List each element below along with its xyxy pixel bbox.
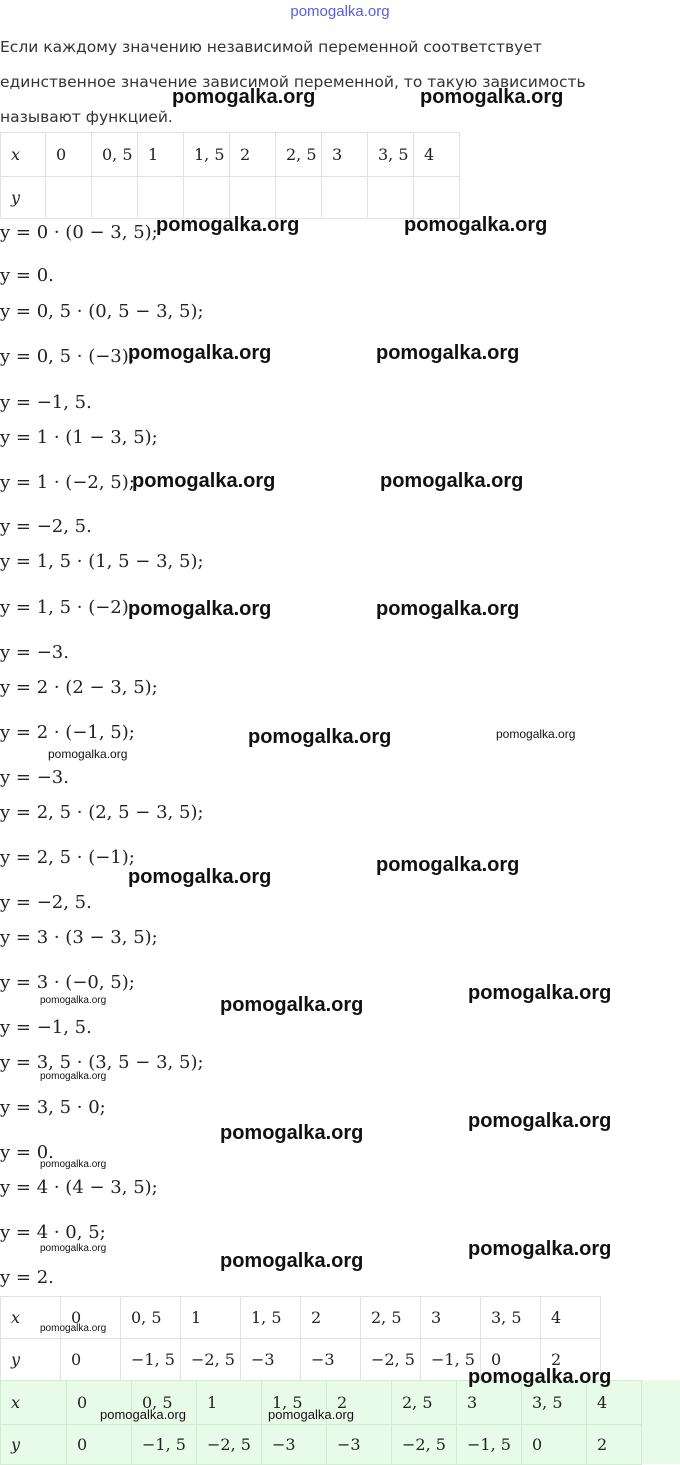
equation-line: y = 3 · (−0, 5);	[0, 972, 135, 993]
x-cell: 3, 5	[368, 133, 414, 177]
equation-line: y = −3.	[0, 642, 69, 663]
y-cell: −3	[301, 1339, 361, 1381]
definition-text	[0, 30, 660, 135]
x-header-cell: x	[1, 1381, 67, 1425]
y-cell	[414, 177, 460, 219]
watermark: pomogalka.org	[128, 866, 272, 888]
x-cell: 2	[230, 133, 276, 177]
x-cell: 4	[587, 1381, 642, 1425]
watermark: pomogalka.org	[40, 1159, 107, 1170]
equation-line: y = 3, 5 · 0;	[0, 1097, 106, 1118]
x-cell: 2, 5	[361, 1297, 421, 1339]
answer-table	[0, 1380, 642, 1465]
x-cell: 0	[61, 1297, 121, 1339]
y-cell: 0	[61, 1339, 121, 1381]
y-cell: 2	[587, 1425, 642, 1465]
y-cell	[92, 177, 138, 219]
x-header-cell: x	[1, 1297, 61, 1339]
watermark: pomogalka.org	[468, 1366, 612, 1388]
x-cell: 1	[181, 1297, 241, 1339]
x-cell: 3	[421, 1297, 481, 1339]
equation-line: y = 1, 5 · (−2);	[0, 597, 135, 618]
watermark: pomogalka.org	[128, 342, 272, 364]
y-cell: −3	[262, 1425, 327, 1465]
equation-line: y = 2 · (2 − 3, 5);	[0, 677, 158, 698]
watermark: pomogalka.org	[40, 1243, 107, 1254]
value-table-empty	[0, 132, 460, 219]
x-cell: 4	[414, 133, 460, 177]
x-cell: 4	[541, 1297, 601, 1339]
x-cell: 1, 5	[184, 133, 230, 177]
table-row-x	[1, 133, 460, 177]
watermark: pomogalka.org	[376, 854, 520, 876]
equation-line: y = 4 · (4 − 3, 5);	[0, 1177, 158, 1198]
equation-line: y = 2, 5 · (−1);	[0, 847, 135, 868]
y-header-cell: y	[1, 1425, 67, 1465]
watermark: pomogalka.org	[468, 1238, 612, 1260]
y-cell	[46, 177, 92, 219]
y-cell	[184, 177, 230, 219]
y-cell: −2, 5	[392, 1425, 457, 1465]
table-row-y	[1, 1425, 642, 1465]
watermark: pomogalka.org	[220, 1122, 364, 1144]
watermark: pomogalka.org	[40, 1323, 107, 1334]
equation-line: y = 0.	[0, 1142, 54, 1163]
x-cell: 3	[457, 1381, 522, 1425]
watermark: pomogalka.org	[132, 470, 276, 492]
y-cell: 0	[67, 1425, 132, 1465]
y-cell: −1, 5	[121, 1339, 181, 1381]
y-cell	[230, 177, 276, 219]
y-cell: 0	[522, 1425, 587, 1465]
watermark: pomogalka.org	[48, 747, 128, 761]
equation-line: y = 2 · (−1, 5);	[0, 722, 135, 743]
definition-line: единственное значение зависимой переменной, то такую зависимость	[0, 73, 586, 91]
watermark: pomogalka.org	[404, 214, 548, 236]
equation-line: y = −2, 5.	[0, 892, 92, 913]
x-cell: 1, 5	[241, 1297, 301, 1339]
equation-line: y = 2.	[0, 1267, 54, 1288]
x-cell: 2, 5	[392, 1381, 457, 1425]
equation-line: y = 3, 5 · (3, 5 − 3, 5);	[0, 1052, 204, 1073]
equation-line: y = 1 · (−2, 5);	[0, 472, 135, 493]
watermark: pomogalka.org	[468, 982, 612, 1004]
x-cell: 1	[197, 1381, 262, 1425]
x-cell: 1	[138, 133, 184, 177]
watermark: pomogalka.org	[220, 1250, 364, 1272]
y-cell: −1, 5	[421, 1339, 481, 1381]
y-cell: −3	[327, 1425, 392, 1465]
watermark: pomogalka.org	[172, 86, 316, 108]
y-cell: 2	[541, 1339, 601, 1381]
table-row-y	[1, 177, 460, 219]
watermark: pomogalka.org	[156, 214, 300, 236]
watermark: pomogalka.org	[100, 1407, 186, 1422]
y-cell: −2, 5	[181, 1339, 241, 1381]
watermark: pomogalka.org	[40, 1071, 107, 1082]
y-cell: −2, 5	[361, 1339, 421, 1381]
x-cell: 0, 5	[121, 1297, 181, 1339]
y-header-cell: y	[1, 177, 46, 219]
x-cell: 2	[301, 1297, 361, 1339]
equation-line: y = 4 · 0, 5;	[0, 1222, 106, 1243]
y-cell: −1, 5	[132, 1425, 197, 1465]
watermark: pomogalka.org	[40, 995, 107, 1006]
y-cell	[322, 177, 368, 219]
y-cell: −3	[241, 1339, 301, 1381]
x-cell: 2	[327, 1381, 392, 1425]
watermark: pomogalka.org	[468, 1110, 612, 1132]
watermark: pomogalka.org	[128, 598, 272, 620]
x-cell: 0	[67, 1381, 132, 1425]
y-cell	[368, 177, 414, 219]
site-watermark: pomogalka.org	[290, 3, 390, 20]
x-cell: 2, 5	[276, 133, 322, 177]
equation-line: y = 2, 5 · (2, 5 − 3, 5);	[0, 802, 204, 823]
y-cell	[276, 177, 322, 219]
equation-line: y = −1, 5.	[0, 392, 92, 413]
equation-line: y = 1 · (1 − 3, 5);	[0, 427, 158, 448]
watermark: pomogalka.org	[376, 342, 520, 364]
equation-line: y = 0, 5 · (0, 5 − 3, 5);	[0, 301, 204, 322]
definition-line: называют функцией.	[0, 108, 173, 126]
equation-line: y = −1, 5.	[0, 1017, 92, 1038]
equation-line: y = 1, 5 · (1, 5 − 3, 5);	[0, 551, 204, 572]
x-cell: 3, 5	[481, 1297, 541, 1339]
equation-line: y = 0 · (0 − 3, 5);	[0, 222, 158, 243]
y-cell: 0	[481, 1339, 541, 1381]
x-cell: 0, 5	[92, 133, 138, 177]
watermark: pomogalka.org	[496, 727, 576, 741]
watermark: pomogalka.org	[220, 994, 364, 1016]
equation-line: y = −2, 5.	[0, 516, 92, 537]
y-cell	[138, 177, 184, 219]
watermark: pomogalka.org	[248, 726, 392, 748]
equation-line: y = 0.	[0, 265, 54, 286]
watermark: pomogalka.org	[420, 86, 564, 108]
watermark: pomogalka.org	[268, 1407, 354, 1422]
y-cell: −2, 5	[197, 1425, 262, 1465]
definition-line: Если каждому значению независимой переменной соответствует	[0, 38, 542, 56]
y-header-cell: y	[1, 1339, 61, 1381]
x-cell: 3	[322, 133, 368, 177]
x-cell: 0, 5	[132, 1381, 197, 1425]
equation-line: y = 3 · (3 − 3, 5);	[0, 927, 158, 948]
x-cell: 1, 5	[262, 1381, 327, 1425]
x-header-cell: x	[1, 133, 46, 177]
equation-line: y = 0, 5 · (−3);	[0, 346, 135, 367]
y-cell: −1, 5	[457, 1425, 522, 1465]
watermark: pomogalka.org	[380, 470, 524, 492]
watermark: pomogalka.org	[376, 598, 520, 620]
equation-line: y = −3.	[0, 767, 69, 788]
x-cell: 0	[46, 133, 92, 177]
x-cell: 3, 5	[522, 1381, 587, 1425]
